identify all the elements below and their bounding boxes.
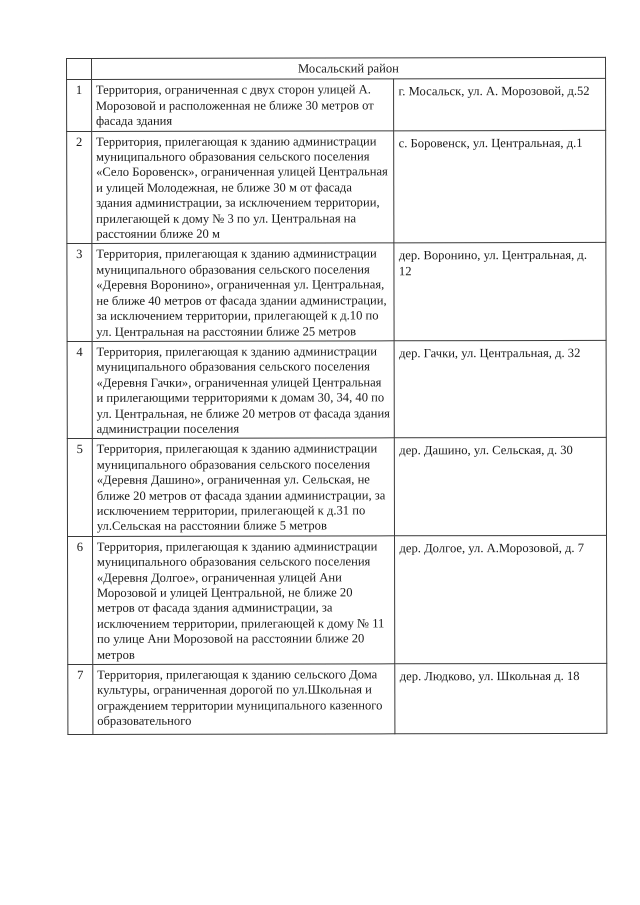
table-row (67, 79, 606, 131)
page-bottom-margin (0, 834, 640, 905)
territory-description: Территория, прилегающая к зданию сельского Дома культуры, ограниченная дорогой по ул.Школьная и ограждением территории муниципального казенного образовательного (93, 664, 396, 735)
row-number: 2 (67, 131, 92, 244)
territory-description: Территория, прилегающая к зданию администрации муниципального образования сельского поселения «Деревня Воронино», ограниченная ул. Центральная, не ближе 40 метров от фасада здании администрации, за исключением территории, прилегающей к д.10 по ул. Центральная на расстоянии ближе 25 метров (92, 243, 395, 341)
table-row (67, 438, 606, 537)
territory-description: Территория, прилегающая к зданию администрации муниципального образования сельского поселения «Деревня Дашино», ограниченная ул. Сельская, не ближе 20 метров от фасада здании администрации, за исключением территории, прилегающей к д.31 по ул.Сельская на расстоянии ближе 5 метров (92, 438, 395, 536)
address: дер. Воронино, ул. Центральная, д. 12 (394, 243, 606, 341)
territory-description: Территория, прилегающая к зданию администрации муниципального образования сельского поселения «Деревня Долгое», ограниченная улицей Ани Морозовой и улицей Центральной, не ближе 20 метров от фасада здания администрации, за исключением территории, прилегающей к дому № 11 по улице Ани Морозовой на расстоянии ближе 20 метров (92, 536, 395, 665)
address: г. Мосальск, ул. А. Морозовой, д.52 (394, 79, 606, 131)
address: дер. Дашино, ул. Сельская, д. 30 (395, 438, 607, 536)
row-number: 4 (67, 341, 92, 438)
territory-description: Территория, прилегающая к зданию администрации муниципального образования сельского поселения «Село Боровенск», ограниченная улицей Центральная и улицей Молодежная, не ближе 30 м от фасада здания администрации, за исключением территории, прилегающей к дому № 3 по ул. Центральная на расстоянии ближе 20 м (91, 130, 394, 243)
table-row (67, 130, 606, 244)
address: дер. Долгое, ул. А.Морозовой, д. 7 (395, 535, 607, 664)
table-row (68, 663, 607, 734)
address: дер. Людково, ул. Школьная д. 18 (395, 663, 607, 733)
table-row (67, 340, 606, 439)
row-number: 7 (68, 664, 93, 734)
row-number: 1 (67, 80, 92, 131)
header-empty-cell (67, 58, 92, 79)
district-header-row (67, 57, 606, 80)
row-number: 3 (67, 244, 92, 341)
district-title: Мосальский район (91, 57, 605, 79)
address: с. Боровенск, ул. Центральная, д.1 (394, 130, 606, 243)
table-row (67, 243, 606, 342)
address: дер. Гачки, ул. Центральная, д. 32 (395, 340, 607, 438)
locations-table (66, 57, 607, 735)
territory-description: Территория, прилегающая к зданию администрации муниципального образования сельского поселения «Деревня Гачки», ограниченная улицей Центральная и прилегающими территориями к домам 30, 34, 40 по ул. Центральная, не ближе 20 метров от фасада здания администрации поселения (92, 341, 395, 439)
row-number: 6 (68, 536, 93, 664)
row-number: 5 (67, 439, 92, 536)
territory-description: Территория, ограниченная с двух сторон улицей А. Морозовой и расположенная не ближе 30 метров от фасада здания (91, 79, 394, 131)
table-row (68, 535, 607, 664)
